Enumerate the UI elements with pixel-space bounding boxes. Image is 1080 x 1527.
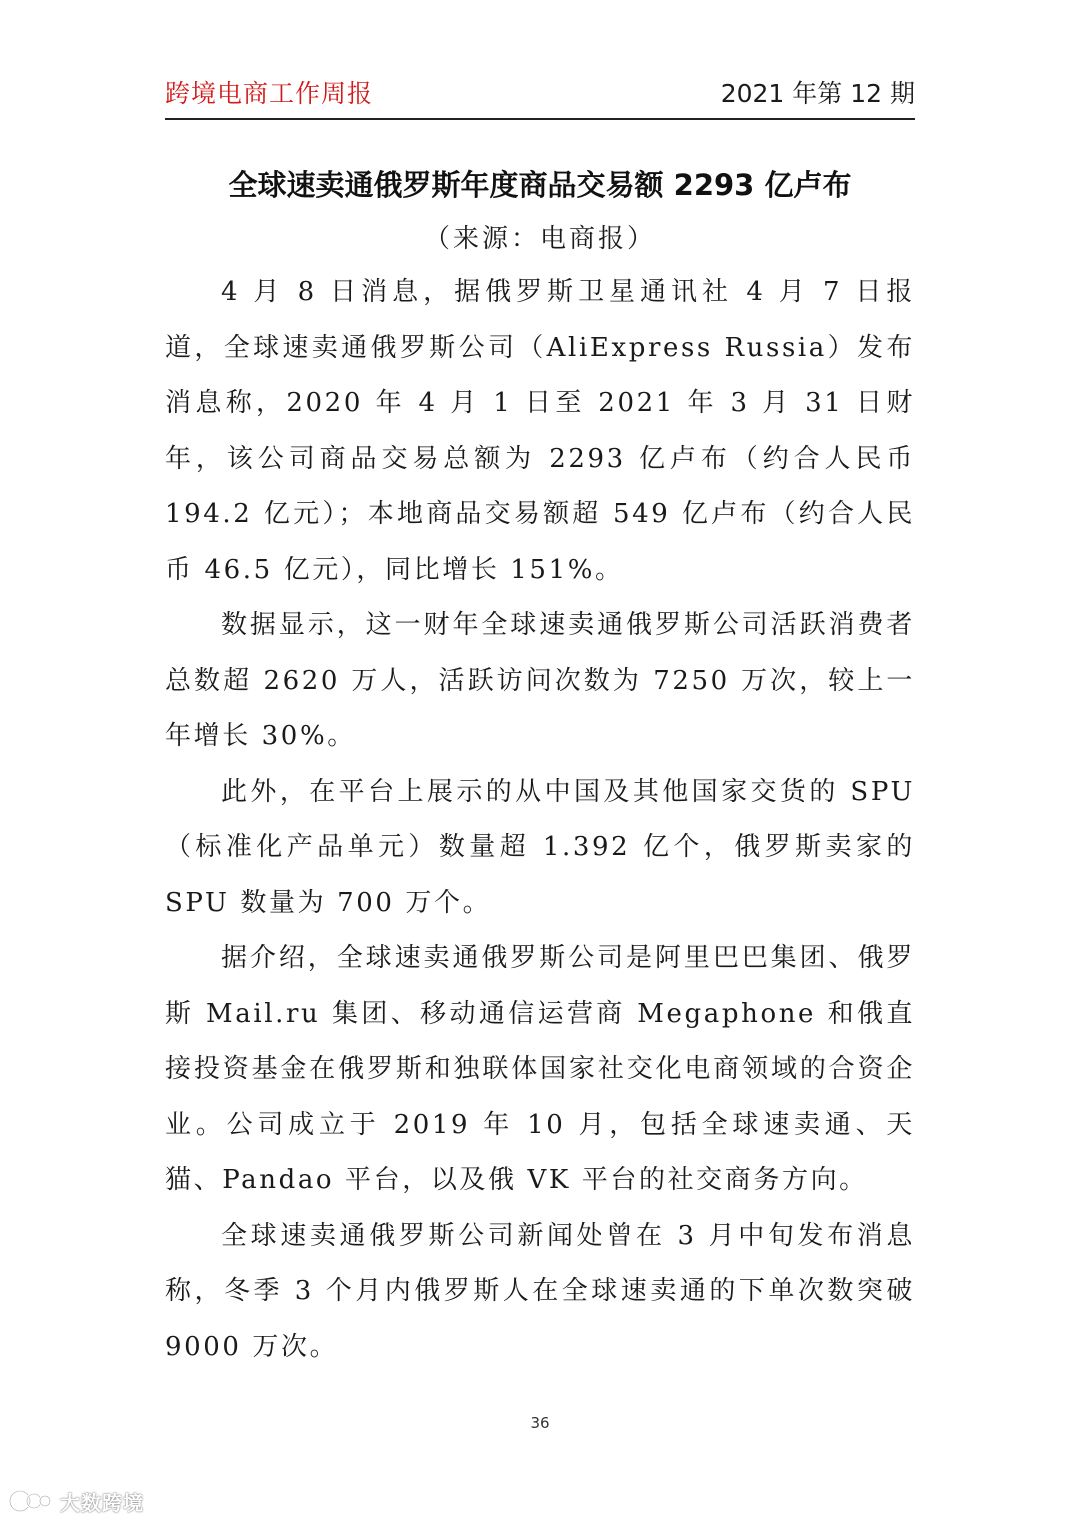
paragraph: 数据显示，这一财年全球速卖通俄罗斯公司活跃消费者总数超 2620 万人，活跃访问次数为 7250 万次，较上一年增长 30%。 (165, 610, 915, 751)
paragraph: 此外，在平台上展示的从中国及其他国家交货的 SPU（标准化产品单元）数量超 1.392 亿个，俄罗斯卖家的 SPU 数量为 700 万个。 (165, 776, 915, 918)
chat-bubble-logo-icon (8, 1487, 54, 1515)
publication-name: 跨境电商工作周报 (165, 79, 374, 108)
paragraph: 据介绍，全球速卖通俄罗斯公司是阿里巴巴集团、俄罗斯 Mail.ru 集团、移动通信运营商 Megaphone 和俄直接投资基金在俄罗斯和独联体国家社交化电商领域的合资企业。公司成立于 2019 年 10 月，包括全球速卖通、天猫、Pandao 平台，以及俄 VK 平台的社交商务方向。 (165, 943, 915, 1195)
watermark-text: 大数跨境 (60, 1490, 144, 1515)
watermark (8, 1485, 144, 1517)
issue-label: 2021 年第 12 期 (720, 79, 915, 108)
paragraph: 全球速卖通俄罗斯公司新闻处曾在 3 月中旬发布消息称，冬季 3 个月内俄罗斯人在全球速卖通的下单次数突破 9000 万次。 (165, 1220, 915, 1362)
paragraph: 4 月 8 日消息，据俄罗斯卫星通讯社 4 月 7 日报道，全球速卖通俄罗斯公司（AliExpress Russia）发布消息称，2020 年 4 月 1 日至 2021 年 3 月 31 日财年，该公司商品交易总额为 2293 亿卢布（约合人民币 194.2 亿元）；本地商品交易额超 549 亿卢布（约合人民币 46.5 亿元），同比增长 151%。 (165, 277, 915, 585)
article-source: （来源：电商报） (423, 224, 656, 254)
page-header (165, 68, 915, 120)
article-body (165, 265, 915, 1375)
page-number: 36 (530, 1414, 550, 1432)
article-title: 全球速卖通俄罗斯年度商品交易额 2293 亿卢布 (228, 168, 852, 202)
